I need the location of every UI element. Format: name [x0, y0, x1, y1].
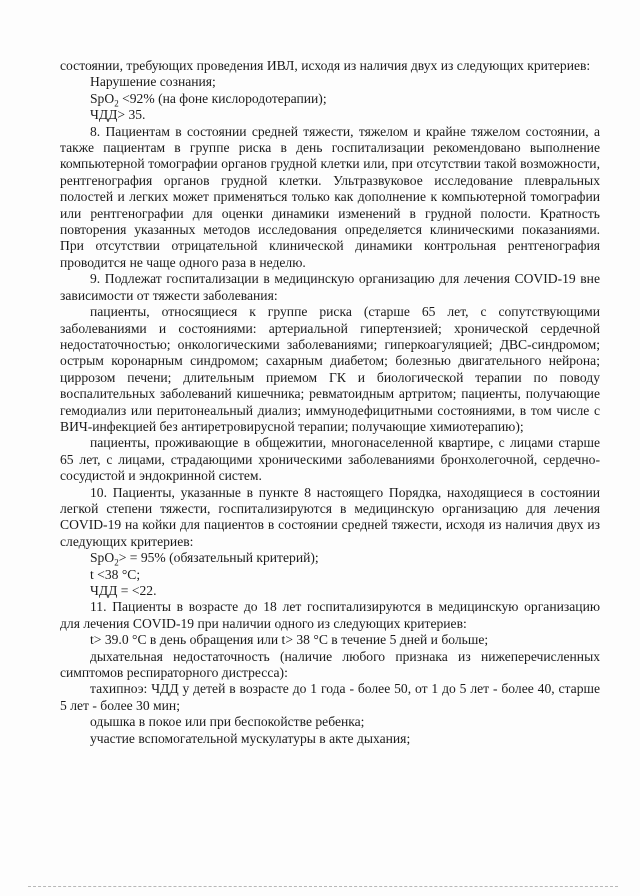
spo2-subscript: 2	[114, 557, 119, 568]
spo2-subscript: 2	[114, 98, 119, 109]
paragraph-respiratory-failure: дыхательная недостаточность (наличие любого признака из нижеперечисленных симптомов респираторного дистресса):	[60, 648, 600, 681]
spo2-label: SpO	[90, 550, 115, 566]
criterion-consciousness: Нарушение сознания;	[90, 74, 216, 90]
spo2-value: <92% (на фоне кислородотерапии);	[118, 90, 327, 106]
criterion-spo2-95	[60, 550, 600, 566]
criterion-rr-35: ЧДД> 35.	[90, 107, 146, 123]
criterion-accessory-muscles: участие вспомогательной мускулатуры в акте дыхания;	[90, 730, 411, 746]
paragraph-risk-group: пациенты, относящиеся к группе риска (старше 65 лет, с сопутствующими заболеваниями и состояниями: артериальной гипертензией; хронической сердечной недостаточностью; онкологическими заболеваниями; гиперкоагуляцией; ДВС-синдромом; острым коронарным синдромом; сахарным диабетом; болезнью двигательного нейрона; циррозом печени; длительным приемом ГК и биологической терапии по поводу воспалительных заболеваний кишечника; ревматоидным артритом; пациенты, получающие гемодиализ или перитонеальный диализ; иммунодефицитными состояниями, в том числе с ВИЧ-инфекцией без антиретровирусной терапии; получающие химиотерапию);	[60, 304, 600, 434]
criterion-spo2-92	[60, 91, 600, 107]
paragraph-8-ct: 8. Пациентам в состоянии средней тяжести, тяжелом и крайне тяжелом состоянии, а также пациентам в группе риска в день госпитализации рекомендовано выполнение компьютерной томографии органов грудной клетки или, при отсутствии такой возможности, рентгенография органов грудной клетки. Ультразвуковое исследование плевральных полостей и легких может применяться только как дополнение к компьютерной томографии или рентгенографии для оценки динамики изменений в грудной полости. Кратность повторения указанных методов исследования определяется клиническими показаниями. При отсутствии отрицательной клинической динамики контрольная рентгенография проводится не чаще одного раза в неделю.	[60, 123, 600, 270]
paragraph-9-hospitalization: 9. Подлежат госпитализации в медицинскую организацию для лечения COVID-19 вне зависимости от тяжести заболевания:	[60, 271, 600, 303]
paragraph-dormitory: пациенты, проживающие в общежитии, многонаселенной квартире, с лицами старше 65 лет, с лицами, страдающими хроническими заболеваниями бронхолегочной, сердечно-сосудистой и эндокринной систем.	[60, 435, 600, 484]
spo2-value: > = 95% (обязательный критерий);	[118, 550, 319, 566]
criterion-temperature-38: t <38 °C;	[90, 566, 141, 582]
paragraph-11-children: 11. Пациенты в возрасте до 18 лет госпитализируются в медицинскую организацию для лечения COVID-19 при наличии одного из следующих критериев:	[60, 599, 600, 631]
spo2-label: SpO	[90, 90, 115, 106]
page-bottom-edge	[28, 886, 618, 887]
criterion-dyspnea: одышка в покое или при беспокойстве ребенка;	[90, 714, 365, 730]
paragraph-10-mild: 10. Пациенты, указанные в пункте 8 настоящего Порядка, находящиеся в состоянии легкой степени тяжести, госпитализируются в медицинскую организацию для лечения COVID-19 на койки для пациентов в состоянии средней тяжести, исходя из наличия двух из следующих критериев:	[60, 484, 600, 549]
paragraph-tachypnea: тахипноэ: ЧДД у детей в возрасте до 1 года - более 50, от 1 до 5 лет - более 40, старше 5 лет - более 30 мин;	[60, 681, 600, 713]
paragraph-ivl-criteria-intro: состоянии, требующих проведения ИВЛ, исходя из наличия двух из следующих критериев:	[60, 58, 591, 73]
document-body	[60, 58, 600, 747]
criterion-fever-children: t> 39.0 °C в день обращения или t> 38 °C в течение 5 дней и больше;	[90, 632, 489, 648]
criterion-rr-22: ЧДД = <22.	[90, 583, 157, 598]
